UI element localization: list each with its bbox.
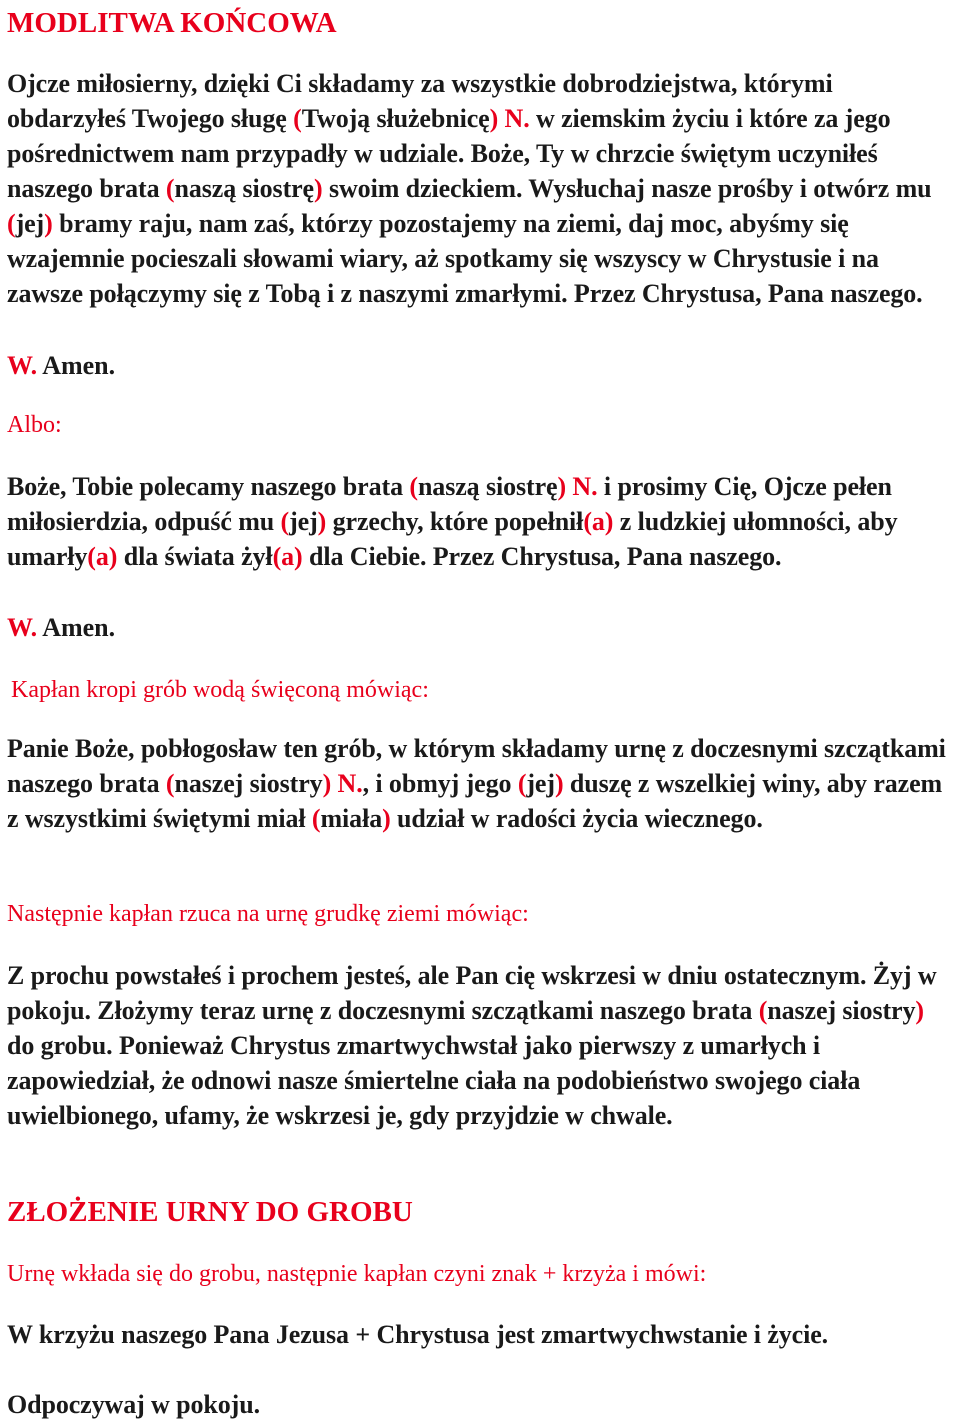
prayer-paragraph-1: Ojcze miłosierny, dzięki Ci składamy za wszystkie dobrodziejstwa, którymi obdarzyłeś Twojego sługę (Twoją służebnicę) N. w ziemskim życiu i które za jego pośrednictwem nam przypadły w udziale. Boże, Ty w chrzcie świętym uczyniłeś naszego brata (naszą siostrę) swoim dzieckiem. Wysłuchaj nasze prośby i otwórz mu (jej) bramy raju, nam zaś, którzy pozostajemy na ziemi, daj moc, abyśmy się wzajemnie pocieszali słowami wiary, aż spotkamy się wszyscy w Chrystusie i na zawsze połączymy się z Tobą i z naszymi zmarłymi. Przez Chrystusa, Pana naszego. [7,69,932,308]
response-amen-1: W. Amen. [7,351,116,380]
rubric-albo: Albo: [7,412,62,438]
rubric-grudka-ziemi: Następnie kapłan rzuca na urnę grudkę ziemi mówiąc: [7,901,529,927]
heading-modlitwa-koncowa: MODLITWA KOŃCOWA [7,7,337,39]
heading-zlozenie-urny: ZŁOŻENIE URNY DO GROBU [7,1196,413,1228]
response-amen-2: W. Amen. [7,613,116,642]
prayer-paragraph-3: Panie Boże, pobłogosław ten grób, w którym składamy urnę z doczesnymi szczątkami naszego brata (naszej siostry) N., i obmyj jego (jej) duszę z wszelkiej winy, aby razem z wszystkimi świętymi miał (miała) udział w radości życia wiecznego. [7,734,946,833]
prayer-paragraph-4: Z prochu powstałeś i prochem jesteś, ale Pan cię wskrzesi w dniu ostatecznym. Żyj w pokoju. Złożymy teraz urnę z doczesnymi szczątkami naszego brata (naszej siostry) do grobu. Ponieważ Chrystus zmartwychwstał jako pierwszy z umarłych i zapowiedział, że odnowi nasze śmiertelne ciała na podobieństwo swojego ciała uwielbionego, ufamy, że wskrzesi je, gdy przyjdzie w chwale. [7,961,937,1130]
rubric-urne-wklada: Urnę wkłada się do grobu, następnie kapłan czyni znak + krzyża i mówi: [7,1261,707,1287]
prayer-paragraph-5: W krzyżu naszego Pana Jezusa + Chrystusa jest zmartwychwstanie i życie. [7,1320,829,1349]
rubric-kaplan-kropi: Kapłan kropi grób wodą święconą mówiąc: [11,677,429,703]
prayer-paragraph-6: Odpoczywaj w pokoju. [7,1390,260,1419]
prayer-paragraph-2: Boże, Tobie polecamy naszego brata (naszą siostrę) N. i prosimy Cię, Ojcze pełen miłosierdzia, odpuść mu (jej) grzechy, które popełnił(a) z ludzkiej ułomności, aby umarły(a) dla świata żył(a) dla Ciebie. Przez Chrystusa, Pana naszego. [7,472,898,571]
